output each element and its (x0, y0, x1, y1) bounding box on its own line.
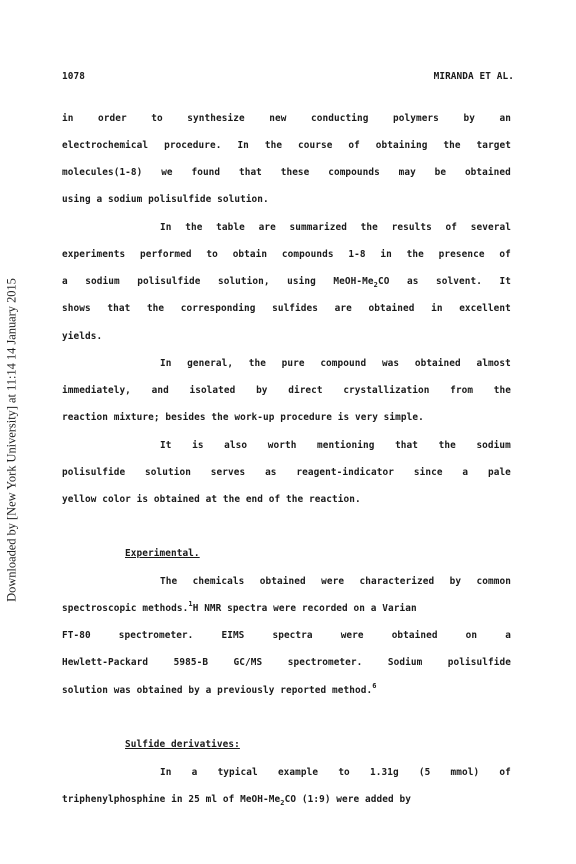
word: It (499, 276, 511, 287)
word: shows (62, 303, 91, 314)
word: the (264, 140, 283, 151)
word: a (62, 276, 68, 287)
word: to (151, 113, 163, 124)
download-note: Downloaded by [New York University] at 11:14 14 January 2015 (4, 278, 19, 602)
word: compounds (281, 249, 334, 260)
word: in (380, 249, 392, 260)
word: chemicals (192, 576, 245, 587)
word: of (445, 222, 458, 233)
text-line (160, 358, 511, 369)
word: the (146, 303, 165, 314)
word: in (62, 113, 74, 124)
word: sodium (476, 440, 511, 451)
word: was (381, 358, 400, 369)
word: a (505, 630, 511, 641)
word: that (238, 167, 262, 178)
word: In (237, 140, 249, 151)
word: compounds (328, 167, 380, 178)
word: spectrometer. (118, 630, 194, 641)
word: electrochemical (62, 140, 149, 151)
word: of (499, 249, 511, 260)
word: performed (139, 249, 192, 260)
word: several (470, 222, 511, 233)
word: synthesize (187, 113, 245, 124)
word: order (98, 113, 127, 124)
word: as (265, 467, 277, 478)
word: 5985-B (173, 657, 209, 668)
word: Sodium (387, 657, 423, 668)
text-line (160, 576, 511, 587)
page-header (62, 71, 514, 85)
word: polisulfide (447, 657, 511, 668)
word: the (185, 222, 203, 233)
text-line (62, 249, 511, 260)
word: the (406, 249, 424, 260)
word: sulfides (272, 303, 319, 314)
word: we (161, 167, 173, 178)
word: immediately, (62, 385, 131, 396)
word: a (191, 767, 198, 778)
word: that (107, 303, 131, 314)
word: (5 (418, 767, 431, 778)
word: by (449, 576, 462, 587)
word: by (256, 385, 268, 396)
word: are (258, 222, 276, 233)
word: were (340, 630, 364, 641)
text-line (62, 167, 511, 178)
word: corresponding (180, 303, 256, 314)
word: conducting (311, 113, 369, 124)
word: from (450, 385, 474, 396)
text-line (62, 113, 511, 124)
word: spectrometer. (287, 657, 363, 668)
word: FT-80 (62, 630, 91, 641)
word: the (438, 440, 456, 451)
word: is (192, 440, 204, 451)
word: of (499, 767, 511, 778)
text-line (62, 385, 511, 396)
word: almost (476, 358, 511, 369)
text-line: yields. (62, 331, 103, 342)
word: obtained (391, 630, 438, 641)
word: Hewlett-Packard (62, 657, 149, 668)
text-line: triphenylphosphine in 25 ml of MeOH-$Me_2CO$ (1:9) were added by (62, 794, 411, 807)
word: polisulfide (62, 467, 126, 478)
word: common (476, 576, 511, 587)
word: experiments (62, 249, 126, 260)
text-line (62, 657, 511, 668)
word: general, (187, 358, 234, 369)
word: summarized (289, 222, 347, 233)
text-line (160, 440, 511, 451)
text-line: spectroscopic methods.$^1$H NMR spectra were recorded on a Varian (62, 600, 417, 614)
word: The (160, 576, 178, 587)
word: results (391, 222, 432, 233)
word: isolated (189, 385, 236, 396)
text-line: solution was obtained by a previously reported method.$^6$ (62, 682, 377, 696)
word: be (434, 167, 447, 178)
word: of (348, 140, 360, 151)
section-heading-experimental: Experimental. (125, 548, 200, 559)
word: and (151, 385, 169, 396)
word: direct (288, 385, 323, 396)
word: compound (320, 358, 367, 369)
word: an (499, 113, 511, 124)
word: 1-8 (348, 249, 366, 260)
word: presence (438, 249, 485, 260)
word: the (443, 140, 461, 151)
word: worth (267, 440, 297, 451)
word: excellent (459, 303, 511, 314)
word: obtained (259, 576, 306, 587)
word: polymers (392, 113, 439, 124)
word: mentioning (317, 440, 375, 451)
word: to (338, 767, 350, 778)
word: the (360, 222, 378, 233)
word: course (297, 140, 333, 151)
section-heading-sulfide: Sulfide derivatives: (125, 739, 240, 750)
word: solution, (217, 276, 270, 287)
word: It (160, 440, 172, 451)
word: found (191, 167, 221, 178)
word: obtained (368, 303, 415, 314)
word: solvent. (436, 276, 482, 287)
word: characterized (359, 576, 435, 587)
word: on (465, 630, 478, 641)
word: as (406, 276, 419, 287)
text-line: yellow color is obtained at the end of the reaction. (62, 494, 361, 505)
word: the (493, 385, 511, 396)
solvent-formula: MeOH-$Me_2CO$ (333, 276, 390, 289)
word: using (287, 276, 316, 287)
word: GC/MS (233, 657, 263, 668)
word: pure (281, 358, 305, 369)
word: In (160, 358, 172, 369)
page-number: 1078 (62, 71, 85, 82)
word: table (216, 222, 245, 233)
word: solution (145, 467, 191, 478)
word: pale (487, 467, 511, 478)
word: mmol) (450, 767, 480, 778)
running-head: MIRANDA ET AL. (433, 71, 514, 82)
word: the (248, 358, 267, 369)
text-line (160, 222, 511, 233)
word: since (413, 467, 443, 478)
word: that (395, 440, 419, 451)
word: obtain (232, 249, 268, 260)
word: molecules(1-8) (62, 167, 143, 178)
word: to (206, 249, 218, 260)
word: spectra (272, 630, 313, 641)
word: new (269, 113, 287, 124)
word: target (476, 140, 511, 151)
word: example (277, 767, 319, 778)
text-line (62, 276, 511, 287)
word: procedure. (164, 140, 222, 151)
text-line (62, 140, 511, 151)
text-line (62, 303, 511, 314)
word: also (224, 440, 248, 451)
word: In (160, 767, 172, 778)
word: obtaining (375, 140, 428, 151)
word: are (334, 303, 352, 314)
word: sodium (85, 276, 120, 287)
word: polisulfide (137, 276, 201, 287)
word: obtained (414, 358, 461, 369)
text-line: reaction mixture; besides the work-up procedure is very simple. (62, 412, 424, 423)
word: these (280, 167, 310, 178)
word: serves (210, 467, 246, 478)
text-line (62, 467, 511, 478)
word: obtained (464, 167, 511, 178)
word: may (398, 167, 416, 178)
word: crystallization (343, 385, 430, 396)
word: in (431, 303, 443, 314)
word: reagent-indicator (296, 467, 395, 478)
text-line (160, 767, 511, 778)
word: were (321, 576, 345, 587)
word: typical (217, 767, 258, 778)
word: 1.31g (369, 767, 399, 778)
word: In (160, 222, 172, 233)
word: by (463, 113, 475, 124)
word: a (462, 467, 469, 478)
text-line: using a sodium polisulfide solution. (62, 194, 269, 205)
word: EIMS (221, 630, 245, 641)
download-watermark (3, 250, 21, 630)
text-line (62, 630, 511, 641)
